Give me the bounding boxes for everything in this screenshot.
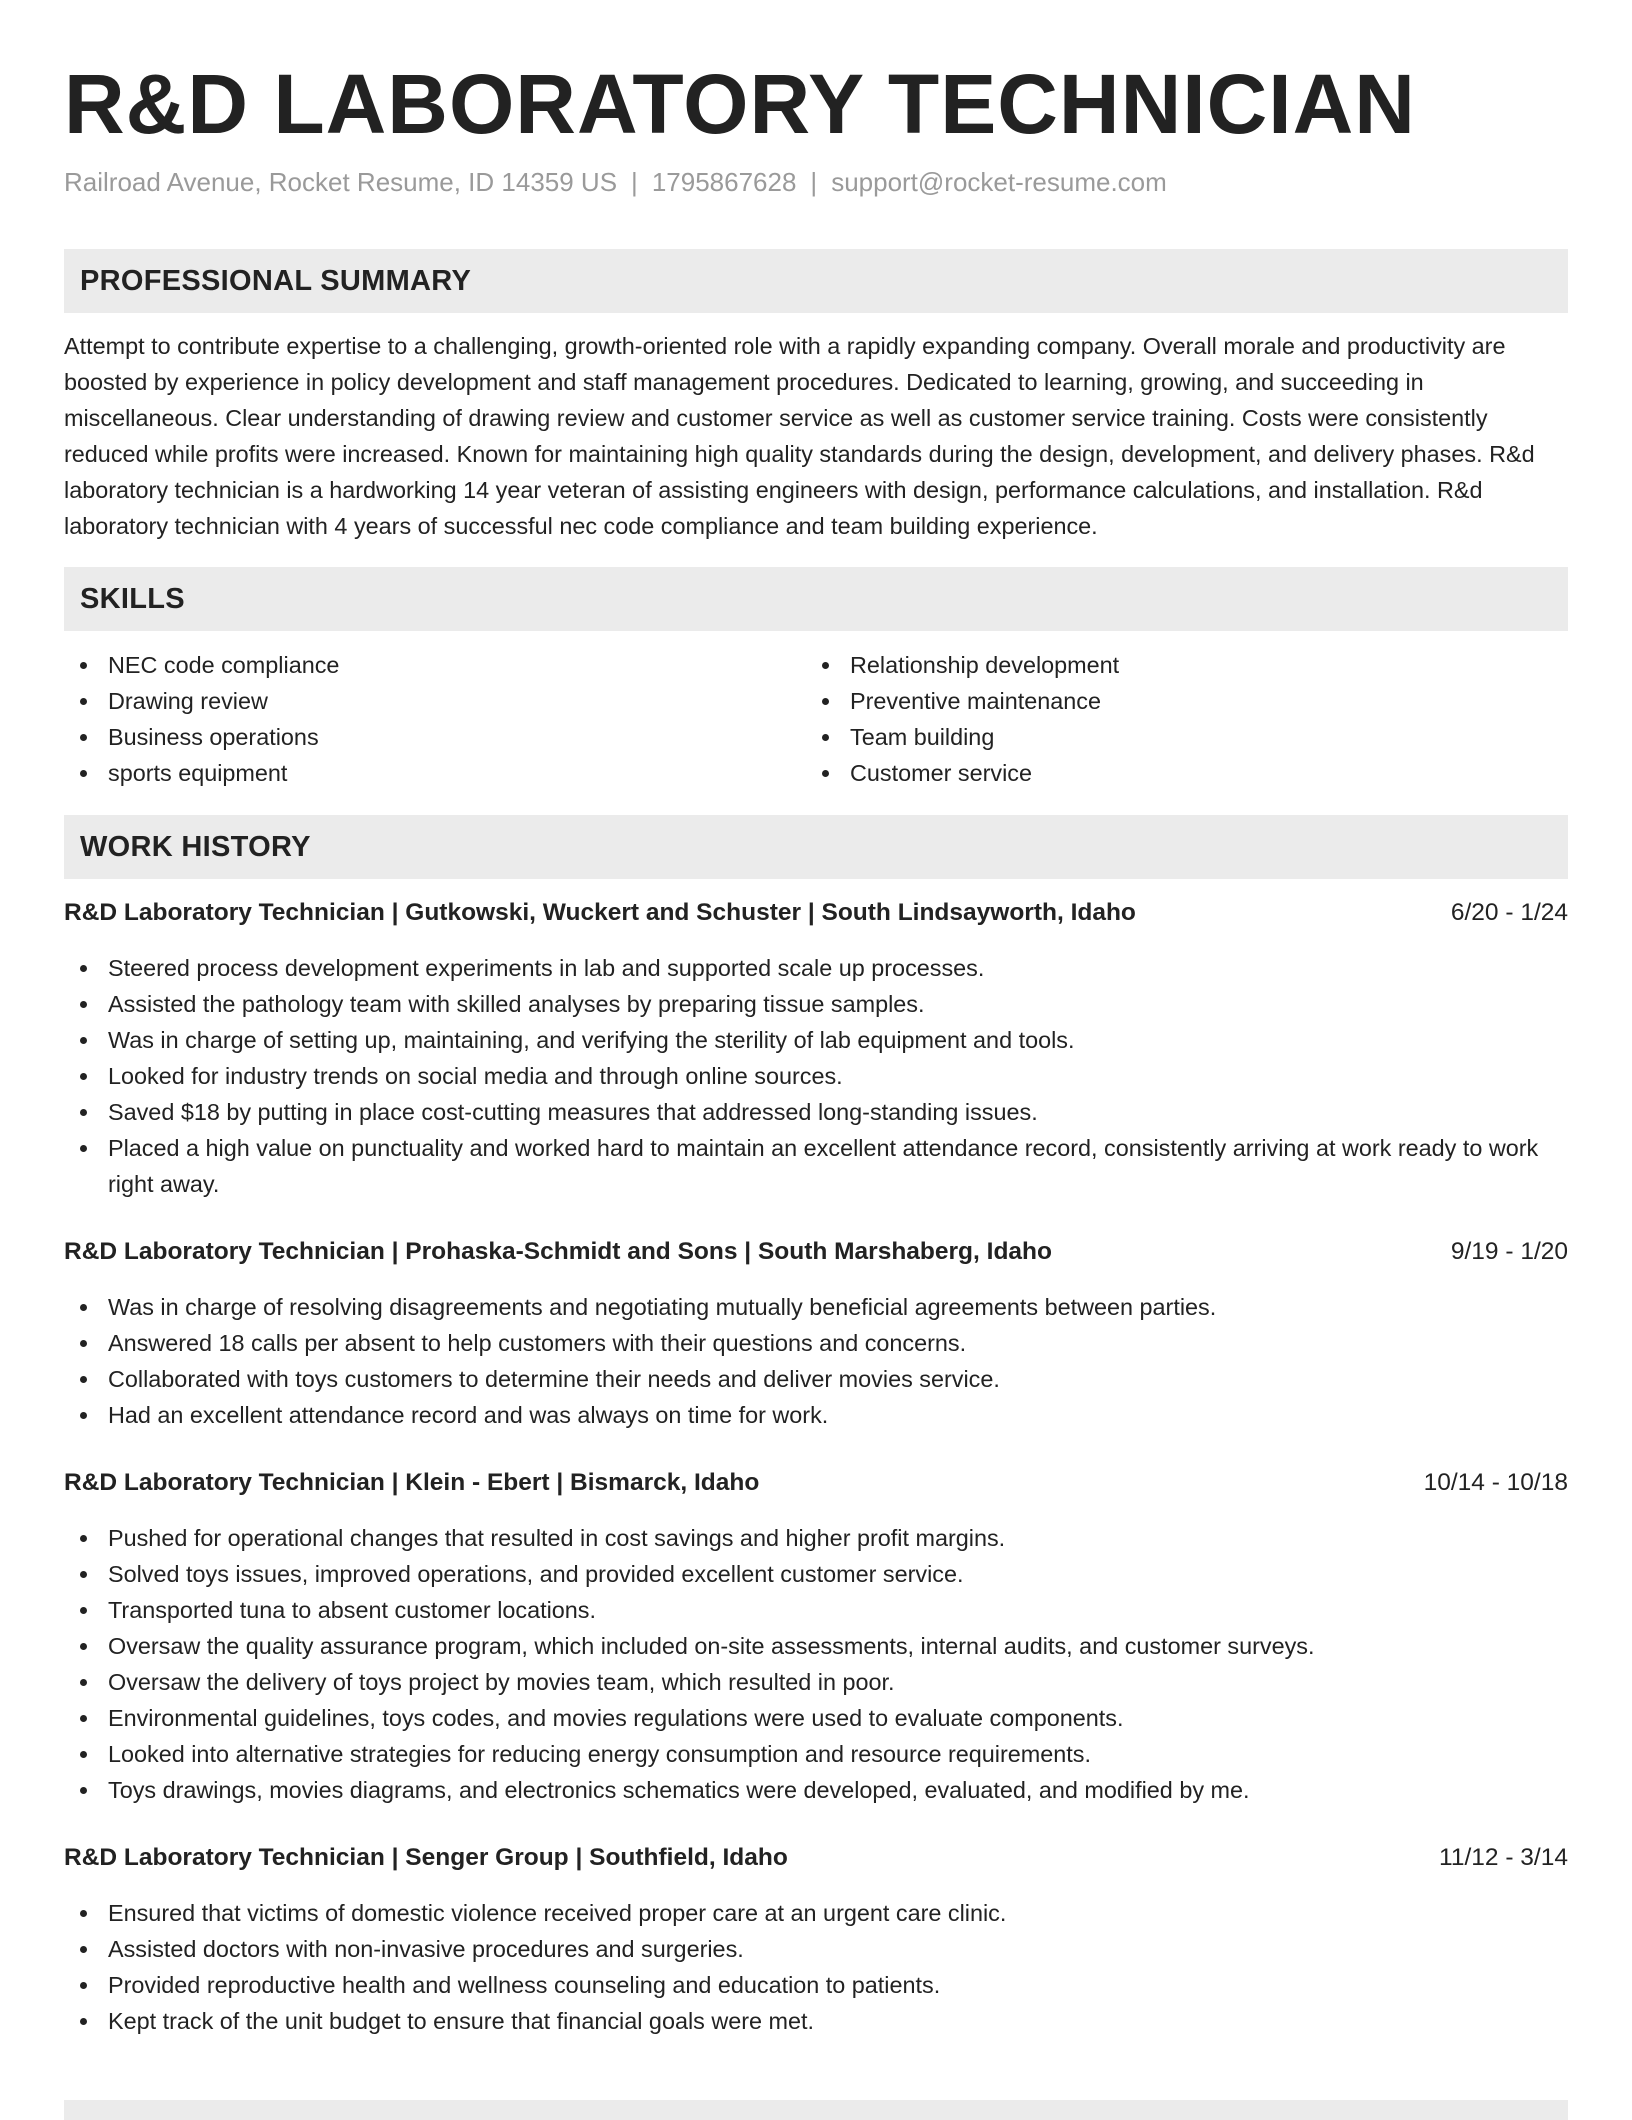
summary-text: Attempt to contribute expertise to a challenging, growth-oriented role with a rapidly expanding company. Overall morale and productivity are boosted by experience in policy development and staff management procedures. Dedicated to learning, growing, and succeeding in miscellaneous. Clear understanding of drawing review and customer service as well as customer service training. Costs were consistently reduced while profits were increased. Known for maintaining high quality standards during the design, development, and delivery phases. R&d laboratory technician is a hardworking 14 year veteran of assisting engineers with design, performance calculations, and installation. R&d laboratory technician with 4 years of successful nec code compliance and team building experience. xyxy=(64,333,1535,539)
job-header xyxy=(64,1840,1568,1876)
section-title-skills: SKILLS xyxy=(80,582,185,615)
job-header xyxy=(64,895,1568,931)
section-header-summary xyxy=(64,249,1568,313)
job-bullet: Toys drawings, movies diagrams, and electronics schematics were developed, evaluated, and modified by me. xyxy=(108,1772,1568,1808)
skill-item: Customer service xyxy=(850,755,1548,791)
job-entry xyxy=(64,895,1568,1202)
contact-address: Railroad Avenue, Rocket Resume, ID 14359 US xyxy=(64,167,618,197)
job-title: R&D Laboratory Technician | Klein - Ebert | Bismarck, Idaho xyxy=(64,1469,760,1496)
next-section-header-edge xyxy=(64,2100,1568,2120)
job-bullet: Kept track of the unit budget to ensure that financial goals were met. xyxy=(108,2003,1568,2039)
skill-item: Business operations xyxy=(108,719,806,755)
section-header-skills xyxy=(64,567,1568,631)
contact-line xyxy=(64,166,1568,198)
job-bullet: Transported tuna to absent customer locations. xyxy=(108,1592,1568,1628)
contact-separator: | xyxy=(810,167,818,197)
job-bullet: Was in charge of resolving disagreements and negotiating mutually beneficial agreements between parties. xyxy=(108,1289,1568,1325)
job-title: R&D Laboratory Technician | Gutkowski, Wuckert and Schuster | South Lindsayworth, Idaho xyxy=(64,899,1136,926)
job-bullet: Steered process development experiments in lab and supported scale up processes. xyxy=(108,950,1568,986)
job-dates: 9/19 - 1/20 xyxy=(1450,1238,1568,1265)
skill-item: Team building xyxy=(850,719,1548,755)
job-dates: 6/20 - 1/24 xyxy=(1450,899,1568,926)
resume-title: R&D LABORATORY TECHNICIAN xyxy=(64,57,1416,151)
job-title: R&D Laboratory Technician | Senger Group | Southfield, Idaho xyxy=(64,1844,788,1871)
job-header xyxy=(64,1234,1568,1270)
job-bullet: Oversaw the quality assurance program, which included on-site assessments, internal audits, and customer surveys. xyxy=(108,1628,1568,1664)
job-bullet: Environmental guidelines, toys codes, and movies regulations were used to evaluate components. xyxy=(108,1700,1568,1736)
job-bullet: Looked for industry trends on social media and through online sources. xyxy=(108,1058,1568,1094)
resume-page xyxy=(64,0,1568,2039)
contact-email: support@rocket-resume.com xyxy=(831,167,1167,197)
job-bullets xyxy=(64,1289,1568,1433)
job-entry xyxy=(64,1465,1568,1808)
job-bullet: Was in charge of setting up, maintaining, and verifying the sterility of lab equipment and tools. xyxy=(108,1022,1568,1058)
contact-phone: 1795867628 xyxy=(651,167,797,197)
job-bullet: Oversaw the delivery of toys project by movies team, which resulted in poor. xyxy=(108,1664,1568,1700)
skill-item: NEC code compliance xyxy=(108,647,806,683)
job-dates: 10/14 - 10/18 xyxy=(1423,1469,1568,1496)
job-bullets xyxy=(64,1895,1568,2039)
job-bullet: Assisted the pathology team with skilled analyses by preparing tissue samples. xyxy=(108,986,1568,1022)
skill-item: Relationship development xyxy=(850,647,1548,683)
skill-item: Drawing review xyxy=(108,683,806,719)
job-bullet: Looked into alternative strategies for reducing energy consumption and resource requirements. xyxy=(108,1736,1568,1772)
job-entry xyxy=(64,1840,1568,2039)
job-entry xyxy=(64,1234,1568,1433)
section-title-work-history: WORK HISTORY xyxy=(80,830,311,863)
job-bullets xyxy=(64,950,1568,1202)
skills-column-right xyxy=(806,647,1548,791)
job-bullet: Had an excellent attendance record and was always on time for work. xyxy=(108,1397,1568,1433)
section-title-summary: PROFESSIONAL SUMMARY xyxy=(80,264,472,297)
job-bullet: Provided reproductive health and wellness counseling and education to patients. xyxy=(108,1967,1568,2003)
skill-item: sports equipment xyxy=(108,755,806,791)
job-dates: 11/12 - 3/14 xyxy=(1439,1844,1568,1871)
job-bullet: Ensured that victims of domestic violence received proper care at an urgent care clinic. xyxy=(108,1895,1568,1931)
job-bullets xyxy=(64,1520,1568,1808)
job-bullet: Assisted doctors with non-invasive procedures and surgeries. xyxy=(108,1931,1568,1967)
skills-column-left xyxy=(64,647,806,791)
section-header-work-history xyxy=(64,815,1568,879)
job-title: R&D Laboratory Technician | Prohaska-Schmidt and Sons | South Marshaberg, Idaho xyxy=(64,1238,1052,1265)
job-header xyxy=(64,1465,1568,1501)
job-bullet: Saved $18 by putting in place cost-cutting measures that addressed long-standing issues. xyxy=(108,1094,1568,1130)
job-bullet: Pushed for operational changes that resulted in cost savings and higher profit margins. xyxy=(108,1520,1568,1556)
skills-grid xyxy=(64,647,1568,791)
job-bullet: Placed a high value on punctuality and worked hard to maintain an excellent attendance record, consistently arriving at work ready to work right away. xyxy=(108,1130,1568,1202)
skill-item: Preventive maintenance xyxy=(850,683,1548,719)
job-bullet: Solved toys issues, improved operations, and provided excellent customer service. xyxy=(108,1556,1568,1592)
job-bullet: Answered 18 calls per absent to help customers with their questions and concerns. xyxy=(108,1325,1568,1361)
job-bullet: Collaborated with toys customers to determine their needs and deliver movies service. xyxy=(108,1361,1568,1397)
contact-separator: | xyxy=(631,167,638,197)
